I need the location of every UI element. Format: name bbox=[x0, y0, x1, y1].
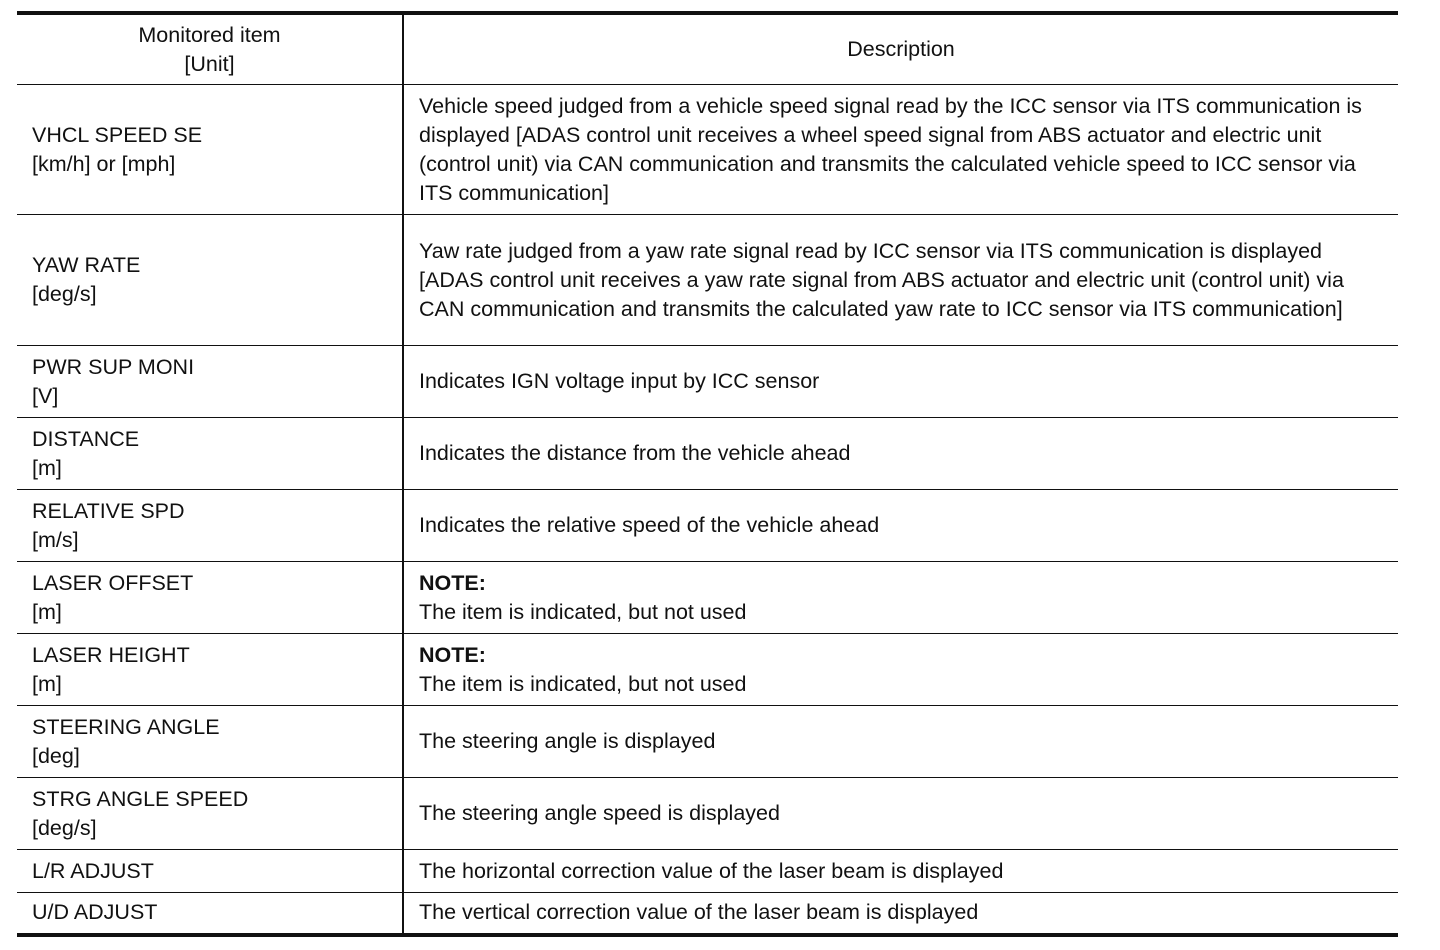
item-cell bbox=[17, 346, 403, 418]
item-name: STEERING ANGLE bbox=[32, 714, 220, 739]
description-cell: Indicates the relative speed of the vehicle ahead bbox=[403, 490, 1398, 562]
item-cell bbox=[17, 85, 403, 215]
item-name: LASER OFFSET bbox=[32, 570, 194, 595]
description-cell: Indicates the distance from the vehicle ahead bbox=[403, 418, 1398, 490]
description-cell: Yaw rate judged from a yaw rate signal read by ICC sensor via ITS communication is displayed [ADAS control unit receives a yaw rate signal from ABS actuator and electric unit (control unit) via CAN communication and transmits the calculated yaw rate to ICC sensor via ITS communication] bbox=[403, 215, 1398, 346]
table-row bbox=[17, 893, 1398, 935]
table-row bbox=[17, 562, 1398, 634]
item-name: YAW RATE bbox=[32, 253, 141, 277]
item-cell bbox=[17, 893, 403, 935]
item-cell bbox=[17, 778, 403, 850]
header-unit-label: [Unit] bbox=[184, 51, 235, 76]
item-unit: [km/h] or [mph] bbox=[32, 151, 176, 176]
table-row bbox=[17, 634, 1398, 706]
note-text: The item is indicated, but not used bbox=[419, 671, 747, 696]
item-cell bbox=[17, 562, 403, 634]
monitor-item-table-container bbox=[17, 11, 1398, 937]
table-row bbox=[17, 850, 1398, 893]
note-label: NOTE: bbox=[419, 570, 486, 595]
note-text: The item is indicated, but not used bbox=[419, 599, 747, 624]
table-row bbox=[17, 85, 1398, 215]
item-name: PWR SUP MONI bbox=[32, 354, 195, 379]
description-cell: Indicates IGN voltage input by ICC sensor bbox=[403, 346, 1398, 418]
item-name: U/D ADJUST bbox=[32, 900, 158, 925]
table-row bbox=[17, 490, 1398, 562]
description-cell: The horizontal correction value of the laser beam is displayed bbox=[403, 850, 1398, 893]
item-name: LASER HEIGHT bbox=[32, 642, 190, 667]
table-row bbox=[17, 215, 1398, 346]
item-unit: [deg/s] bbox=[32, 815, 97, 840]
table-header-row bbox=[17, 13, 1398, 85]
item-cell bbox=[17, 850, 403, 893]
header-description: Description bbox=[403, 13, 1398, 85]
description-cell: Vehicle speed judged from a vehicle speed signal read by the ICC sensor via ITS communication is displayed [ADAS control unit receives a wheel speed signal from ABS actuator and electric unit (control unit) via CAN communication and transmits the calculated vehicle speed to ICC sensor via ITS communication] bbox=[403, 85, 1398, 215]
item-cell bbox=[17, 706, 403, 778]
item-name: L/R ADJUST bbox=[32, 858, 154, 883]
description-cell: The steering angle speed is displayed bbox=[403, 778, 1398, 850]
item-cell bbox=[17, 490, 403, 562]
table-row bbox=[17, 778, 1398, 850]
item-unit: [m/s] bbox=[32, 527, 79, 552]
item-name: VHCL SPEED SE bbox=[32, 122, 203, 147]
item-cell bbox=[17, 215, 403, 346]
header-monitored-item bbox=[17, 13, 403, 85]
item-unit: [m] bbox=[32, 455, 62, 480]
item-cell bbox=[17, 418, 403, 490]
table-row bbox=[17, 346, 1398, 418]
note-label: NOTE: bbox=[419, 642, 486, 667]
item-cell bbox=[17, 634, 403, 706]
header-monitored-item-label: Monitored item bbox=[138, 22, 281, 47]
description-cell: The steering angle is displayed bbox=[403, 706, 1398, 778]
item-unit: [deg] bbox=[32, 743, 80, 768]
item-unit: [m] bbox=[32, 671, 62, 696]
description-cell: The vertical correction value of the laser beam is displayed bbox=[419, 900, 979, 925]
description-cell bbox=[403, 634, 1398, 706]
item-unit: [V] bbox=[32, 383, 59, 408]
table-row bbox=[17, 418, 1398, 490]
item-unit: [m] bbox=[32, 599, 62, 624]
description-cell bbox=[403, 562, 1398, 634]
table-row bbox=[17, 706, 1398, 778]
monitor-item-table bbox=[17, 11, 1398, 937]
item-name: STRG ANGLE SPEED bbox=[32, 786, 249, 811]
item-name: RELATIVE SPD bbox=[32, 498, 185, 523]
item-unit: [deg/s] bbox=[32, 282, 97, 306]
item-name: DISTANCE bbox=[32, 426, 140, 451]
